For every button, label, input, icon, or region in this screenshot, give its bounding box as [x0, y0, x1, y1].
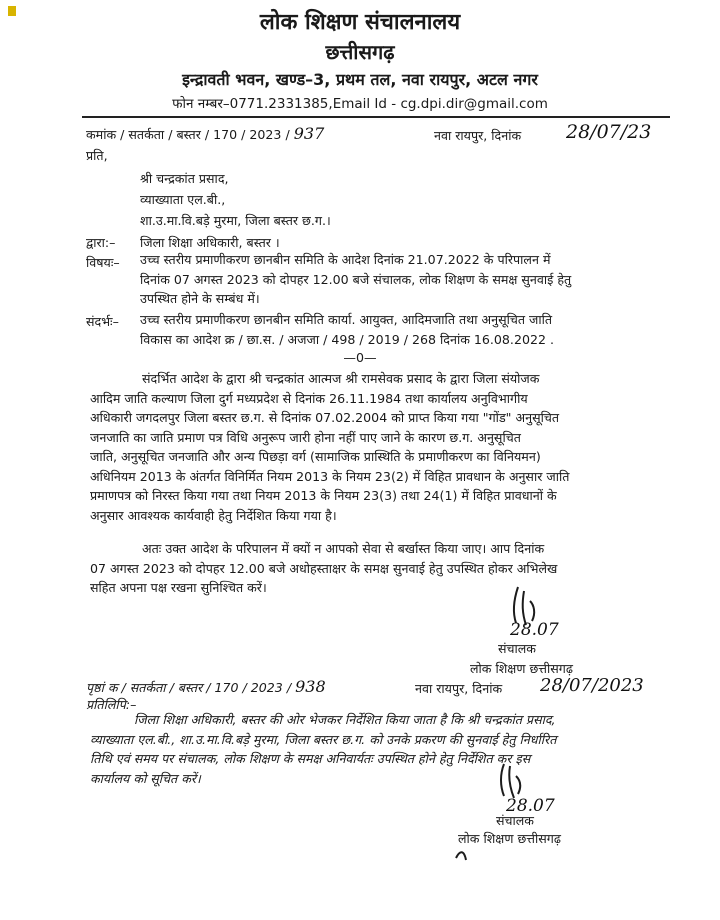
body-line: जाति, अनुसूचित जनजाति और अन्य पिछड़ा वर्ग (सामाजिक प्रास्थिति के प्रमाणीकरण का विनियमन) — [90, 449, 541, 464]
letter-ref-prefix: कमांक / सतर्कता / बस्तर / 170 / 2023 / — [86, 127, 290, 142]
body-line: 07 अगस्त 2023 को दोपहर 12.00 बजे अधोहस्ताक्षर के समक्ष सुनवाई हेतु उपस्थित होकर अभिलेख — [90, 560, 558, 576]
subject-line: दिनांक 07 अगस्त 2023 को दोपहर 12.00 बजे संचालक, लोक शिक्षण के समक्ष सुनवाई हेतु — [140, 271, 572, 287]
recipient-designation: व्याख्याता एल.बी., — [140, 192, 226, 207]
subject-label: विषयः– — [86, 255, 120, 270]
recipient-name: श्री चन्द्रकांत प्रसाद, — [140, 171, 229, 186]
body-line: अनुसार आवश्यक कार्यवाही हेतु निर्देशित किया गया है। — [90, 507, 337, 523]
letter-ref — [86, 124, 324, 143]
endorsement-ref-number: 938 — [295, 677, 326, 696]
body-line: अधिनियम 2013 के अंतर्गत विनिर्मित नियम 2013 के नियम 23(2) में विहित प्रावधान के अनुसार जाति — [90, 468, 570, 484]
signatory-office: लोक शिक्षण छत्तीसगढ़ — [458, 831, 561, 846]
letter-date: 28/07/23 — [566, 121, 652, 143]
endorsement-body — [90, 710, 650, 788]
body-line: सहित अपना पक्ष रखना सुनिश्चित करें। — [90, 580, 267, 595]
body-line: जनजाति का जाति प्रमाण पत्र विधि अनुरूप जारी होना नहीं पाए जाने के कारण छ.ग. अनुसूचित — [90, 429, 521, 445]
reference-line: उच्च स्तरीय प्रमाणीकरण छानबीन समिति कार्या. आयुक्त, आदिमजाति तथा अनुसूचित जाति — [140, 312, 553, 327]
body-line: अतः उक्त आदेश के परिपालन में क्यों न आपको सेवा से बर्खास्त किया जाए। आप दिनांक — [142, 541, 545, 556]
reference-label: संदर्भः– — [86, 314, 119, 329]
subject-line: उच्च स्तरीय प्रमाणीकरण छानबीन समिति के आदेश दिनांक 21.07.2022 के परिपालन में — [140, 252, 551, 267]
endorsement-line: कार्यालय को सूचित करें। — [90, 770, 201, 786]
endorsement-ref-prefix: पृष्ठां क / सतर्कता / बस्तर / 170 / 2023 / — [86, 680, 292, 695]
endorsement-ref — [86, 677, 326, 696]
through-label: द्वारा:– — [86, 235, 116, 250]
endorsement-line: जिला शिक्षा अधिकारी, बस्तर की ओर भेजकर निर्देशित किया जाता है कि श्री चन्द्रकांत प्रसाद, — [134, 712, 556, 727]
recipient-school: शा.उ.मा.वि.बड़े मुरमा, जिला बस्तर छ.ग.। — [140, 213, 331, 228]
contact-line: फोन नम्बर–0771.2331385,Email Id - cg.dpi.dir@gmail.com — [172, 96, 548, 112]
reference-text — [140, 310, 640, 349]
signatory-office: लोक शिक्षण छत्तीसगढ़ — [470, 661, 573, 676]
letter-place-date-label: नवा रायपुर, दिनांक — [434, 128, 522, 143]
endorsement-line: तिथि एवं समय पर संचालक, लोक शिक्षण के समक्ष अनिवार्यतः उपस्थित होने हेतु निर्देशित कर इस — [90, 751, 531, 766]
office-address: इन्द्रावती भवन, खण्ड–3, प्रथम तल, नवा रायपुर, अटल नगर — [182, 70, 538, 89]
state-name: छत्तीसगढ़ — [325, 40, 395, 64]
office-title: लोक शिक्षण संचालनालय — [259, 10, 461, 35]
signature-date: 28.07 — [510, 620, 559, 640]
subject-text — [140, 250, 640, 309]
endorsement-line: व्याख्याता एल.बी., शा.उ.मा.वि.बड़े मुरमा, जिला बस्तर छ.ग. को उनके प्रकरण की सुनवाई हेतु निर्धारित — [90, 731, 557, 747]
body-line: अधिकारी जगदलपुर जिला बस्तर छ.ग. से दिनांक 07.02.2004 को प्राप्त किया गया "गोंड" अनुसूचित — [90, 410, 560, 425]
reference-line: विकास का आदेश क्र / छा.स. / अजजा / 498 / 2019 / 268 दिनांक 16.08.2022 . — [140, 331, 554, 347]
endorsement-date: 28/07/2023 — [540, 675, 644, 696]
body-line: आदिम जाति कल्याण जिला दुर्ग मध्यप्रदेश से दिनांक 26.11.1984 तथा कार्यालय अनुविभागीय — [90, 390, 528, 406]
to-label: प्रति, — [86, 148, 108, 163]
signature-date: 28.07 — [506, 796, 555, 816]
body-paragraph-1 — [90, 369, 650, 525]
copy-label: प्रतिलिपि:– — [86, 697, 137, 712]
subject-line: उपस्थित होने के सम्बंध में। — [140, 291, 260, 306]
body-paragraph-2 — [90, 539, 650, 598]
signatory-title: संचालक — [496, 813, 534, 828]
body-line: संदर्भित आदेश के द्वारा श्री चन्द्रकांत आत्मज श्री रामसेवक प्रसाद के द्वारा जिला संयोजक — [142, 371, 540, 386]
body-line: प्रमाणपत्र को निरस्त किया गया तथा नियम 2013 के नियम 23(3) तथा 24(1) में विहित प्रावधानों के — [90, 488, 557, 503]
signatory-title: संचालक — [498, 641, 536, 656]
pen-mark — [452, 846, 472, 866]
letter-ref-number: 937 — [293, 124, 325, 143]
through-office: जिला शिक्षा अधिकारी, बस्तर । — [140, 235, 280, 250]
header-rule — [82, 116, 670, 118]
endorsement-place-date-label: नवा रायपुर, दिनांक — [415, 681, 503, 696]
divider: —0— — [343, 350, 377, 365]
